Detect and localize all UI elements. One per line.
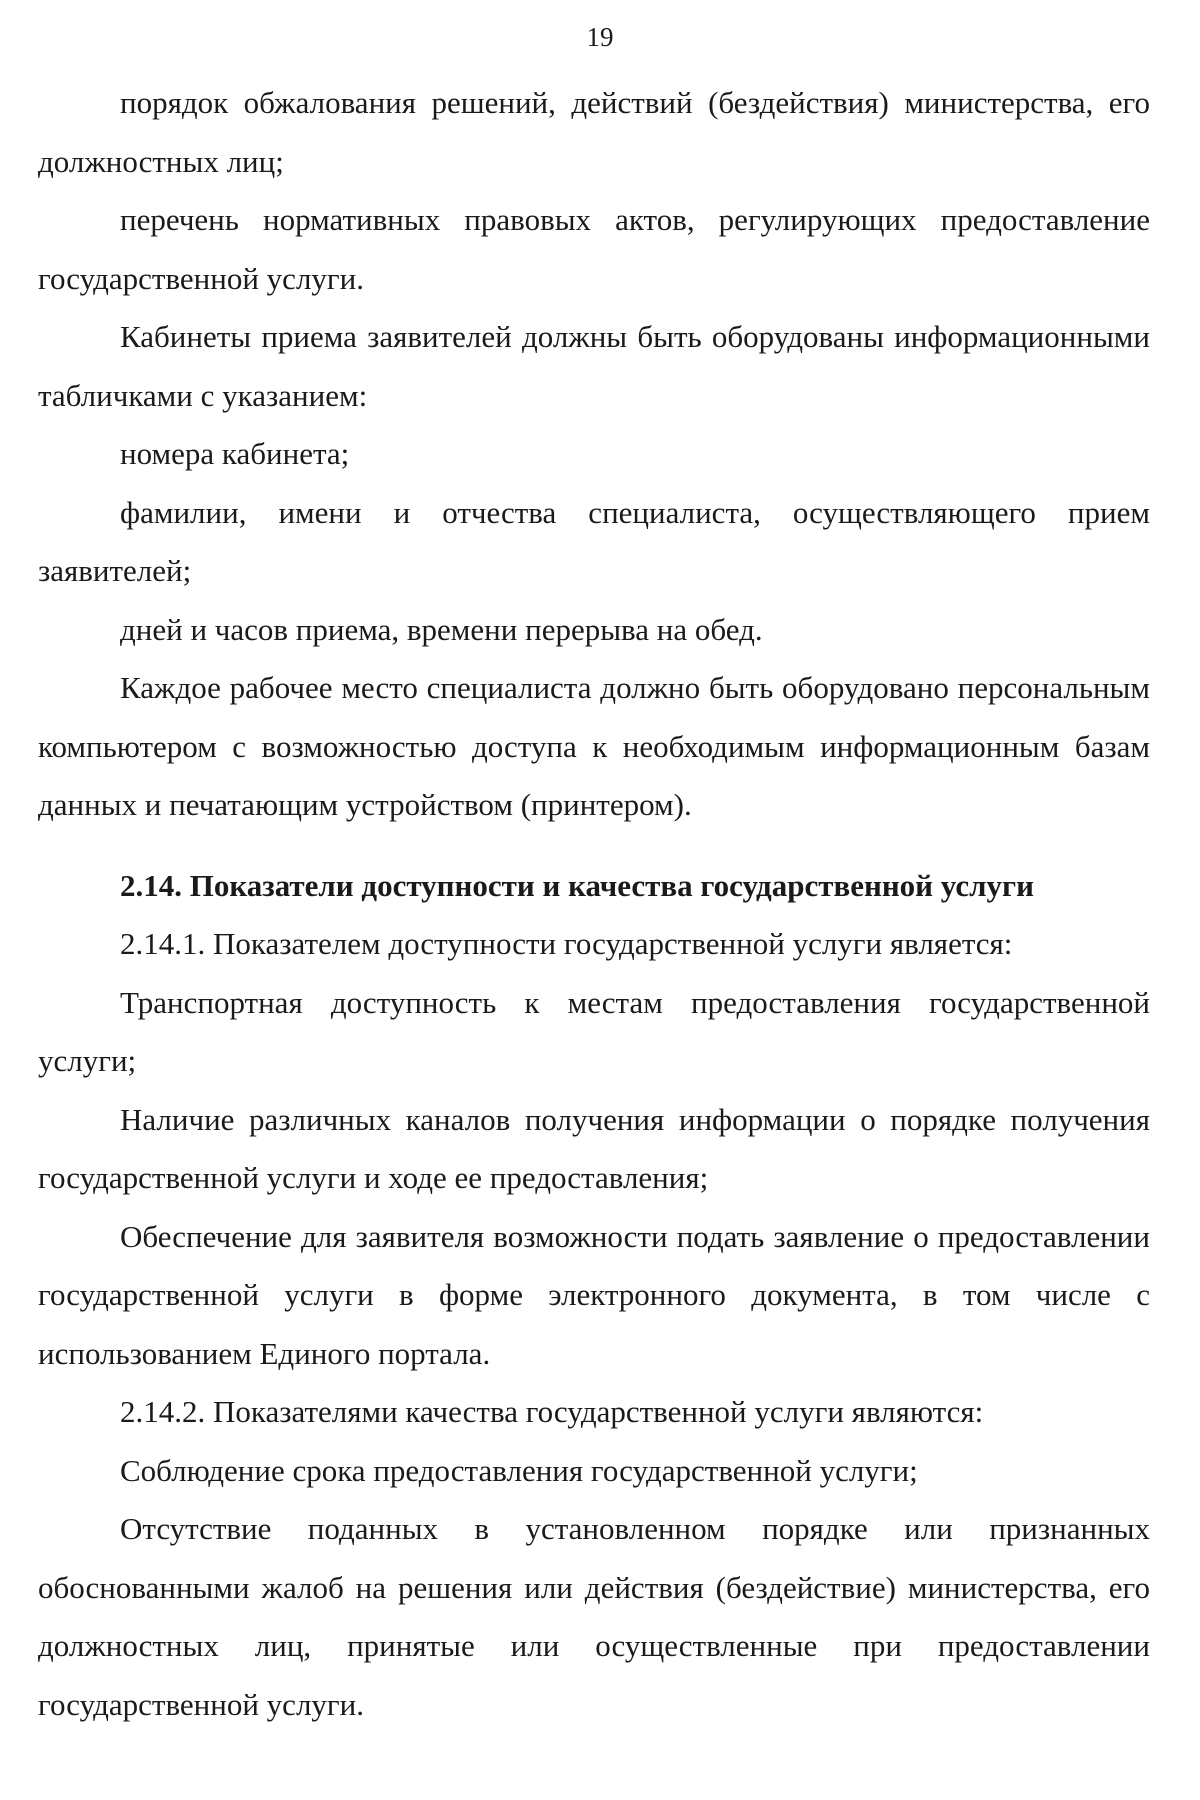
paragraph-office-number: номера кабинета; [120, 436, 350, 471]
paragraph-transport-access: Транспортная доступность к местам предоставления государственной услуги; [38, 984, 1150, 1078]
section-heading: 2.14. Показатели доступности и качества государственной услуги [120, 867, 1034, 903]
paragraph-reception-hours: дней и часов приема, времени перерыва на обед. [120, 611, 763, 647]
document-body [38, 74, 1150, 1734]
paragraph-info-channels: Наличие различных каналов получения информации о порядке получения государственной услуги и ходе ее предоставления; [38, 1101, 1150, 1195]
paragraph-electronic-application: Обеспечение для заявителя возможности подать заявление о предоставлении государственной услуги в форме электронного документа, в том числе с использованием Единого портала. [38, 1218, 1150, 1371]
paragraph-legal-acts: перечень нормативных правовых актов, регулирующих предоставление государственной услуги. [38, 202, 1150, 296]
paragraph-no-complaints: Отсутствие поданных в установленном порядке или признанных обоснованными жалоб на решения или действия (бездействие) министерства, его должностных лиц, принятые или осуществленные при предоставлении государственной услуги. [38, 1511, 1150, 1722]
paragraph-offices-signs: Кабинеты приема заявителей должны быть оборудованы информационными табличками с указанием: [38, 319, 1150, 413]
paragraph-accessibility-indicator: 2.14.1. Показателем доступности государственной услуги является: [120, 926, 1013, 961]
paragraph-quality-indicators: 2.14.2. Показателями качества государственной услуги являются: [120, 1394, 984, 1429]
paragraph-workplace-equipment: Каждое рабочее место специалиста должно быть оборудовано персональным компьютером с возможностью доступа к необходимым информационным базам данных и печатающим устройством (принтером). [38, 670, 1150, 822]
page-number: 19 [586, 22, 614, 52]
paragraph-appeal-procedure: порядок обжалования решений, действий (бездействия) министерства, его должностных лиц; [38, 85, 1150, 179]
paragraph-specialist-name: фамилии, имени и отчества специалиста, осуществляющего прием заявителей; [38, 494, 1150, 588]
paragraph-deadline-compliance: Соблюдение срока предоставления государственной услуги; [120, 1452, 918, 1488]
